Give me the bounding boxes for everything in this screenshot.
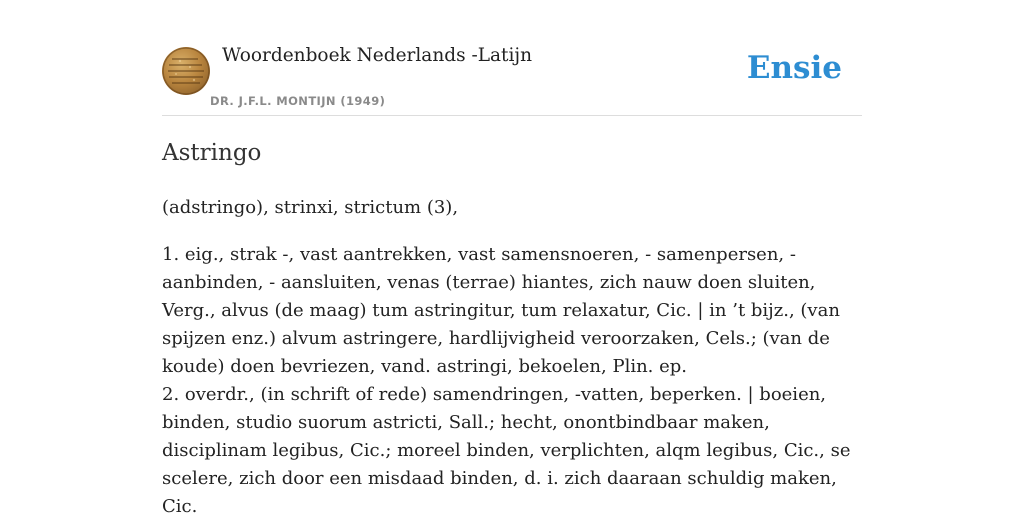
header xyxy=(162,45,862,115)
brand-logo[interactable]: Ensie xyxy=(746,50,842,86)
entry-sense-2: 2. overdr., (in schrift of rede) samendringen, -vatten, beperken. | boeien, binden, studio suorum astricti, Sall.; hecht, onontbindbaar maken, disciplinam legibus, Cic.; moreel binden, verplichten, alqm legibus, Cic., se scelere, zich door een misdaad binden, d. i. zich daaraan schuldig maken, Cic. xyxy=(162,384,851,517)
book-title[interactable]: Woordenboek Nederlands -Latijn xyxy=(222,45,533,66)
entry-sense-1: 1. eig., strak -, vast aantrekken, vast samensnoeren, - samenpersen, - aanbinden, - aansluiten, venas (terrae) hiantes, zich nauw doen sluiten, Verg., alvus (de maag) tum astringitur, tum relaxatur, Cic. | in ’t bijz., (van spijzen enz.) alvum astringere, hardlijvigheid veroorzaken, Cels.; (van de koude) doen bevriezen, vand. astringi, bekoelen, Plin. ep. xyxy=(162,244,840,377)
header-divider xyxy=(162,115,862,116)
entry-title: Astringo xyxy=(162,140,262,166)
coin-logo-icon[interactable] xyxy=(162,47,210,95)
book-author: DR. J.F.L. MONTIJN (1949) xyxy=(210,94,386,108)
entry-forms: (adstringo), strinxi, strictum (3), xyxy=(162,197,459,218)
entry-content xyxy=(162,194,862,521)
